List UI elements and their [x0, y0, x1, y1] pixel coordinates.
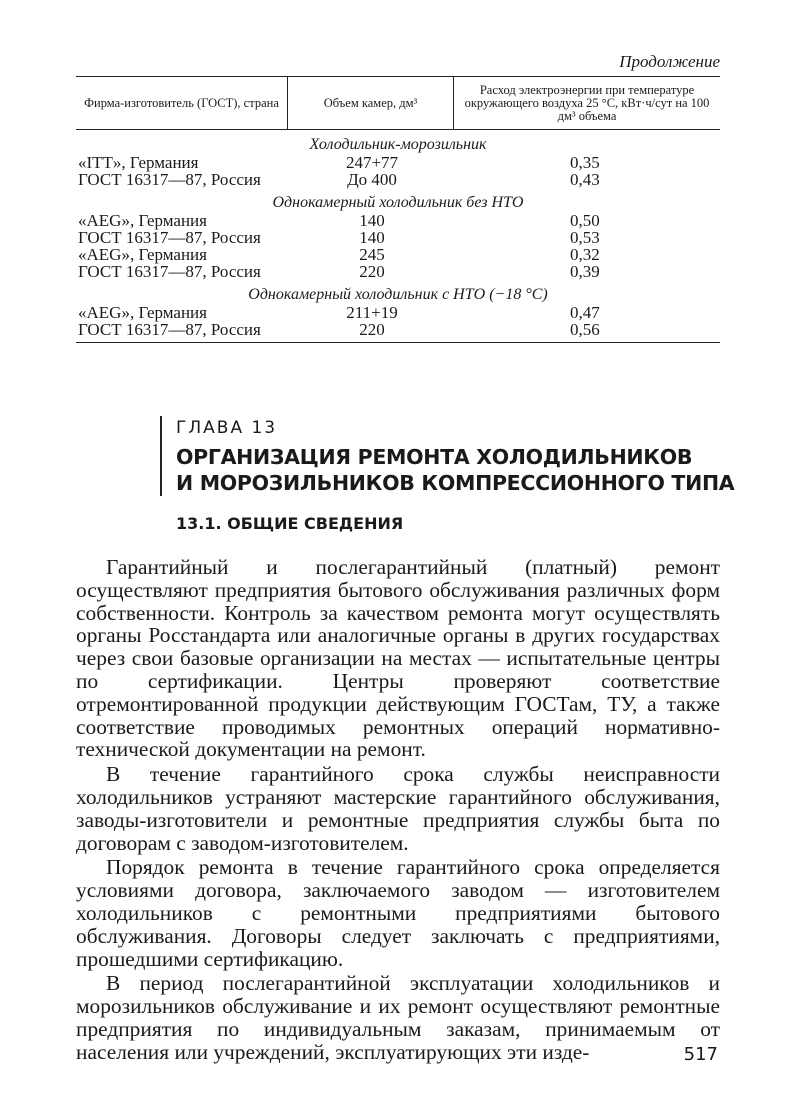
paragraph: В течение гарантийного срока службы неисправности холодильников устраняют мастерские гарантийного обслуживания, заводы-изготовители и ремонтные предприятия службы быта по договорам с заводом-изготовителем.: [76, 762, 720, 855]
cell-manufacturer: «AEG», Германия: [78, 303, 207, 322]
chapter-title-line: И МОРОЗИЛЬНИКОВ КОМПРЕССИОННОГО ТИПА: [176, 471, 735, 495]
page-number: 517: [683, 1044, 718, 1065]
cell-manufacturer: ГОСТ 16317—87, Россия: [78, 320, 261, 339]
body-text: [76, 556, 720, 1066]
cell-volume: 220: [359, 262, 385, 281]
cell-energy: 0,53: [570, 228, 600, 247]
cell-energy: 0,47: [570, 303, 600, 322]
cell-volume: 245: [359, 245, 385, 264]
cell-energy: 0,35: [570, 153, 600, 172]
cell-manufacturer: «AEG», Германия: [78, 245, 207, 264]
cell-volume: 211+19: [346, 303, 398, 322]
cell-manufacturer: ГОСТ 16317—87, Россия: [78, 262, 261, 281]
cell-manufacturer: «ITT», Германия: [78, 153, 199, 172]
table-section-title: Однокамерный холодильник без НТО: [272, 194, 524, 211]
chapter-title-line: ОРГАНИЗАЦИЯ РЕМОНТА ХОЛОДИЛЬНИКОВ: [176, 445, 693, 469]
table-row: [76, 171, 720, 188]
header-energy: Расход электроэнергии при температуре окружающего воздуха 25 °С, кВт·ч/сут на 100 дм³ объема: [464, 82, 710, 123]
table-row: [76, 304, 720, 321]
cell-manufacturer: ГОСТ 16317—87, Россия: [78, 228, 261, 247]
table-section-title: Однокамерный холодильник с НТО (−18 °С): [248, 286, 548, 303]
table-header: [76, 77, 720, 130]
cell-energy: 0,50: [570, 211, 600, 230]
cell-volume: 140: [359, 228, 385, 247]
cell-manufacturer: «AEG», Германия: [78, 211, 207, 230]
cell-manufacturer: ГОСТ 16317—87, Россия: [78, 170, 261, 189]
table-row: [76, 263, 720, 280]
cell-energy: 0,43: [570, 170, 600, 189]
paragraph: Гарантийный и послегарантийный (платный) ремонт осуществляют предприятия бытового обслуживания различных форм собственности. Контроль за качеством ремонта могут осуществлять органы Росстандарта или аналогичные органы в других государствах через свои базовые организации на местах — испытательные центры по сертификации. Центры проверяют соответствие отремонтированной продукции действующим ГОСТам, ТУ, а также соответствие проводимых ремонтных операций нормативно-технической документации на ремонт.: [76, 555, 720, 762]
table-row: [76, 246, 720, 263]
header-volume: Объем камер, дм³: [288, 77, 454, 129]
cell-volume: 140: [359, 211, 385, 230]
cell-volume: До 400: [347, 170, 397, 189]
chapter-heading: [160, 416, 756, 496]
table-row: [76, 154, 720, 171]
table-row: [76, 229, 720, 246]
table-row: [76, 212, 720, 229]
cell-volume: 247+77: [345, 153, 399, 172]
paragraph: В период послегарантийной эксплуатации холодильников и морозильников обслуживание и их ремонт осуществляют ремонтные предприятия по индивидуальным заказам, принимаемым от населения или учреждений, эксплуатирующих эти изде-: [76, 971, 720, 1064]
chapter-title: [176, 444, 756, 496]
paragraph: Порядок ремонта в течение гарантийного срока определяется условиями договора, заключаемого заводом — изготовителем холодильников с ремонтными предприятиями бытового обслуживания. Договоры следует заключать с предприятиями, прошедшими сертификацию.: [76, 855, 720, 971]
chapter-label: ГЛАВА 13: [176, 418, 278, 438]
refrigerator-energy-table: [76, 76, 720, 343]
table-row: [76, 321, 720, 338]
cell-volume: 220: [359, 320, 385, 339]
cell-energy: 0,32: [570, 245, 600, 264]
continued-label: Продолжение: [619, 52, 720, 71]
table-section-title: Холодильник-морозильник: [309, 136, 487, 153]
header-manufacturer: Фирма-изготовитель (ГОСТ), страна: [76, 77, 288, 129]
cell-energy: 0,56: [570, 320, 600, 339]
section-heading: 13.1. ОБЩИЕ СВЕДЕНИЯ: [176, 514, 404, 533]
cell-energy: 0,39: [570, 262, 600, 281]
